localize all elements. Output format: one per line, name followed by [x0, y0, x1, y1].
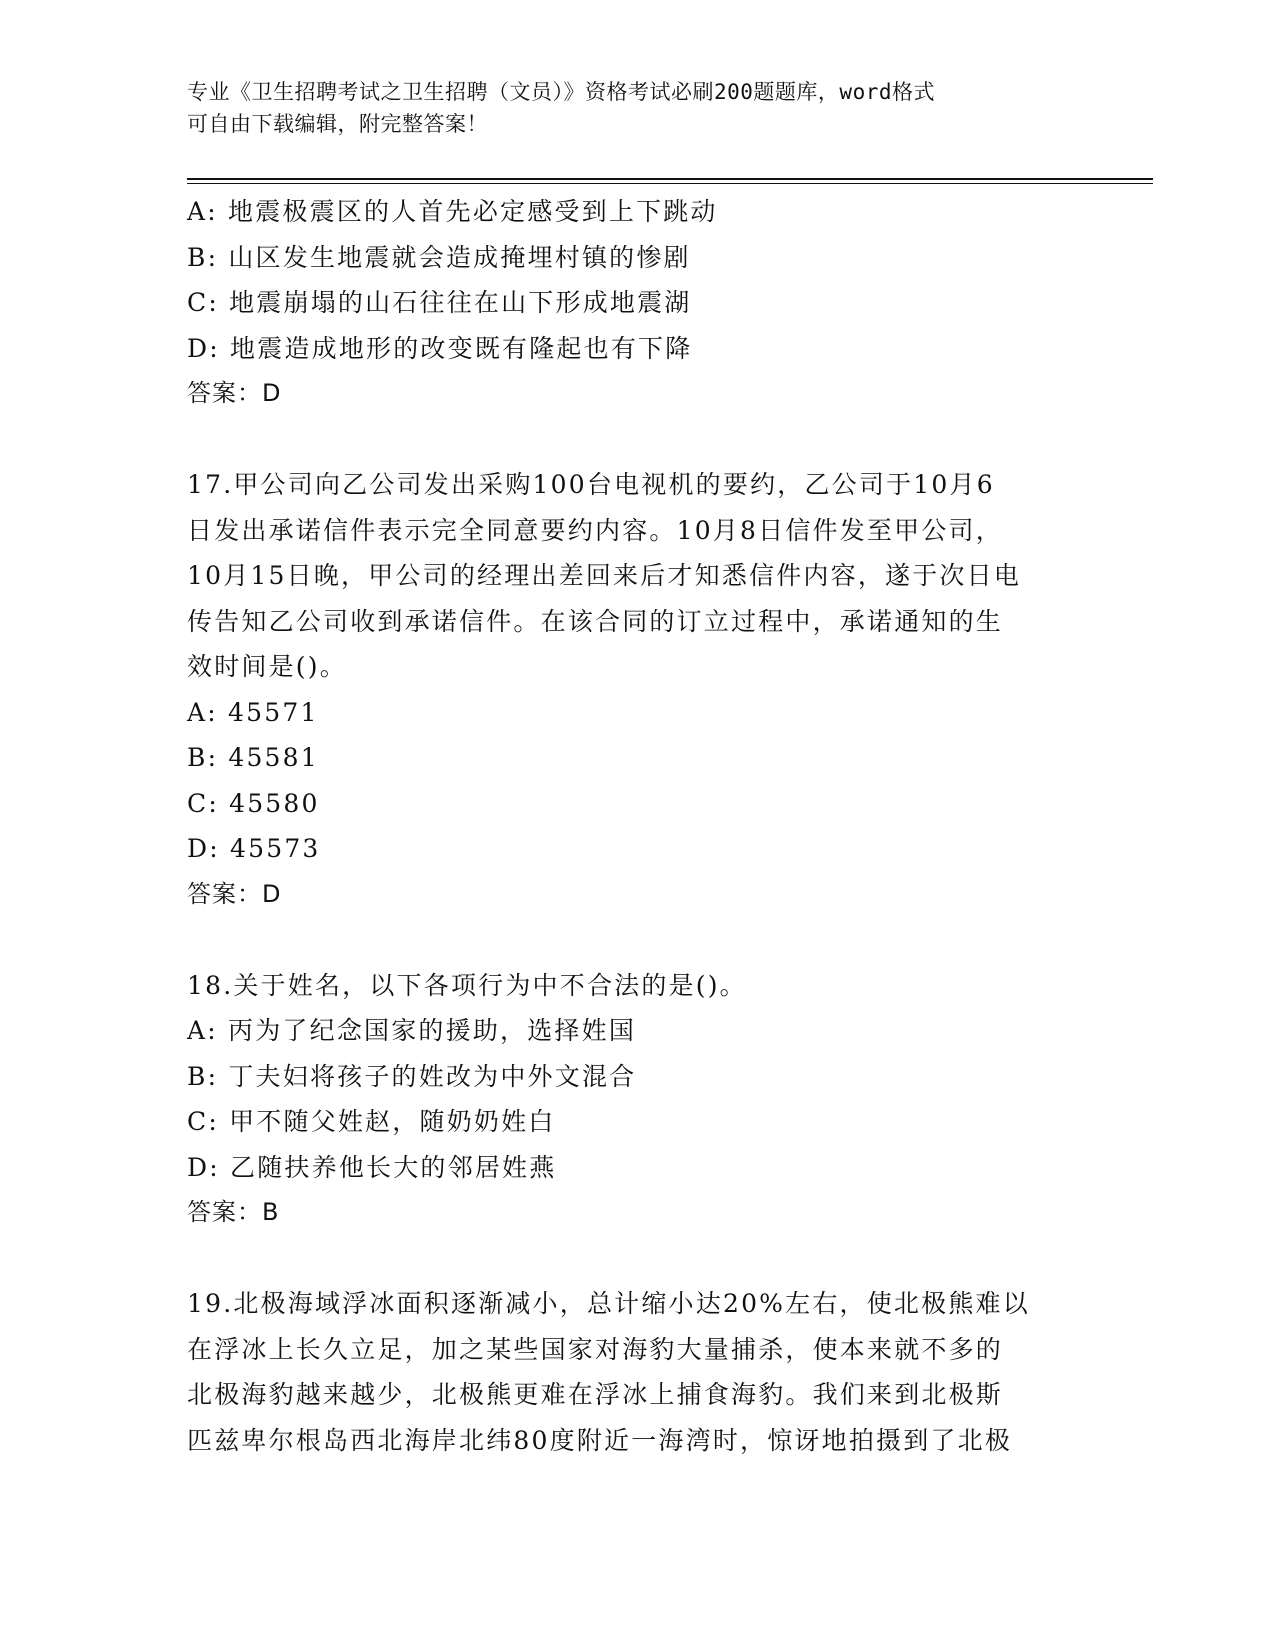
question-stem-line: 在浮冰上长久立足，加之某些国家对海豹大量捕杀，使本来就不多的	[187, 1334, 1004, 1364]
question-stem-line: 北极海豹越来越少，北极熊更难在浮冰上捕食海豹。我们来到北极斯	[187, 1380, 1004, 1409]
header-line-2: 可自由下载编辑，附完整答案！	[187, 112, 488, 136]
header-divider-thin	[187, 183, 1153, 184]
option-a: A: 丙为了纪念国家的援助，选择姓国	[187, 1016, 637, 1045]
option-c: C: 45580	[187, 788, 320, 818]
option-a: A: 45571	[187, 697, 319, 727]
answer: 答案：D	[187, 879, 282, 908]
question-stem-line: 日发出承诺信件表示完全同意要约内容。10月8日信件发至甲公司，	[187, 515, 1003, 545]
question-stem-line: 匹兹卑尔根岛西北海岸北纬80度附近一海湾时，惊讶地拍摄到了北极	[187, 1425, 1013, 1455]
option-c: C: 地震崩塌的山石往往在山下形成地震湖	[187, 288, 692, 317]
question-17	[187, 462, 1087, 917]
option-d: D: 乙随扶养他长大的邻居姓燕	[187, 1152, 557, 1182]
question-stem-line: 10月15日晚，甲公司的经理出差回来后才知悉信件内容，遂于次日电	[187, 561, 1022, 590]
option-b: B: 45581	[187, 743, 319, 772]
spacer	[187, 1236, 1087, 1282]
header-divider-thick	[187, 178, 1153, 180]
question-stem-line: 17.甲公司向乙公司发出采购100台电视机的要约，乙公司于10月6	[187, 470, 995, 499]
question-18	[187, 963, 1087, 1236]
option-a: A: 地震极震区的人首先必定感受到上下跳动	[187, 197, 718, 226]
answer: 答案：B	[187, 1198, 280, 1226]
document-body	[187, 189, 1087, 1463]
answer: 答案：D	[187, 379, 282, 407]
document-header	[187, 76, 1067, 140]
spacer	[187, 417, 1087, 463]
option-d: D: 地震造成地形的改变既有隆起也有下降	[187, 333, 693, 363]
question-19	[187, 1281, 1087, 1463]
question-16	[187, 189, 1087, 417]
option-b: B: 山区发生地震就会造成掩埋村镇的惨剧	[187, 242, 691, 272]
question-stem-line: 传告知乙公司收到承诺信件。在该合同的订立过程中，承诺通知的生	[187, 606, 1004, 636]
question-stem-line: 19.北极海域浮冰面积逐渐减小，总计缩小达20%左右，使北极熊难以	[187, 1289, 1030, 1318]
option-b: B: 丁夫妇将孩子的姓改为中外文混合	[187, 1061, 637, 1091]
header-line-1: 专业《卫生招聘考试之卫生招聘（文员）》资格考试必刷200题题库，word格式	[187, 80, 935, 104]
question-stem-line: 18.关于姓名，以下各项行为中不合法的是()。	[187, 970, 747, 1000]
question-stem-line: 效时间是()。	[187, 652, 347, 681]
spacer	[187, 917, 1087, 963]
option-d: D: 45573	[187, 834, 321, 863]
option-c: C: 甲不随父姓赵，随奶奶姓白	[187, 1107, 556, 1136]
